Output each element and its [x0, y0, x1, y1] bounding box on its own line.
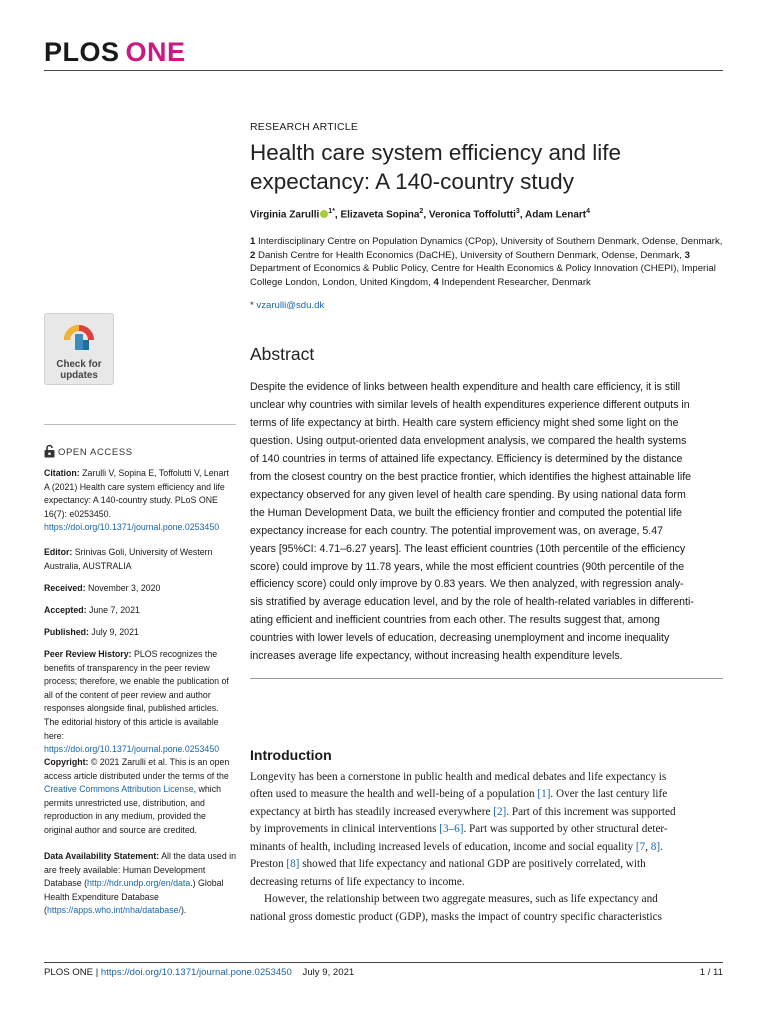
abstract-line: expectancy increase for each country. The potential improvement was, on average, 5.47 — [250, 524, 663, 537]
data-text-3: ). — [180, 905, 187, 916]
published-date: July 9, 2021 — [91, 627, 139, 637]
author-4-affil: 4 — [586, 208, 591, 215]
abstract-line: of 140 countries in terms of attained life expectancy. Efficiency is determined by the distance — [250, 452, 683, 465]
peer-review-link[interactable]: https://doi.org/10.1371/journal.pone.0253450 — [44, 744, 220, 755]
intro-line: Preston [8] showed that life expectancy and national GDP are positively correlated, with — [250, 858, 646, 871]
peer-review-label: Peer Review History: — [44, 649, 132, 659]
citation-doi-link[interactable]: https://doi.org/10.1371/journal.pone.0253450 — [44, 522, 220, 533]
introduction-body — [250, 769, 724, 926]
page-footer — [44, 967, 723, 978]
abstract-line: increases average life expectancy, without increasing health expenditure levels. — [250, 650, 623, 663]
intro-line: often used to measure the health and well-being of a population [1]. Over the last century life — [250, 788, 668, 801]
author-2[interactable]: Elizaveta Sopina — [340, 209, 420, 221]
open-lock-icon — [44, 444, 55, 458]
citation-ref[interactable]: [2] — [493, 805, 507, 818]
published-block — [44, 626, 236, 640]
affil-4-num: 4 — [433, 276, 439, 288]
abstract-line: unclear why countries with similar levels of health expenditures experience different outputs in — [250, 398, 690, 411]
affiliations — [250, 235, 724, 289]
citation-ref[interactable]: [7 — [635, 840, 646, 853]
corresponding-star: * — [332, 208, 335, 215]
author-list: Virginia Zarulli $^{1*}$, Elizaveta Sopina$^2$, Veronica Toffolutti$^3$, Adam Lenart$^4$ — [250, 208, 591, 221]
affil-2-num: 2 — [250, 249, 256, 261]
affil-2-text: Danish Centre for Health Economics (DaCHE), University of Southern Denmark, Odense, Denmark, — [258, 249, 682, 261]
affil-1-text: Interdisciplinary Centre on Population Dynamics (CPop), University of Southern Denmark, Odense, Denmark, — [258, 236, 723, 247]
editor-label: Editor: — [44, 547, 73, 557]
affil-3-num: 3 — [684, 249, 690, 261]
affil-1-num: 1 — [250, 236, 256, 247]
received-label: Received: — [44, 583, 86, 593]
journal-logo[interactable] — [44, 37, 186, 68]
logo-plos: PLOS — [44, 37, 120, 67]
abstract-line: Despite the evidence of links between health expenditure and health care efficiency, it is still — [250, 381, 681, 393]
accepted-date: June 7, 2021 — [88, 605, 140, 615]
abstract-line: terms of life expectancy at birth. Health care system efficiency might shed some light on the — [250, 416, 679, 429]
data-text-1: All the data used in are freely available: Human Development Database ( — [44, 851, 237, 889]
received-date: November 3, 2020 — [88, 583, 161, 593]
author-3-affil: 3 — [515, 208, 520, 215]
abstract-line: years [95%CI: 4.71–6.27 years]. The least efficient countries (10th percentile of the efficiency — [250, 542, 686, 555]
copyright-block — [44, 756, 236, 838]
citation-block — [44, 467, 236, 535]
page-number: 1 / 11 — [699, 967, 723, 978]
open-access-badge — [44, 444, 133, 458]
author-3[interactable]: Veronica Toffolutti — [428, 209, 516, 221]
editor-block — [44, 546, 236, 573]
abstract-line: ating efficient and inefficient countries from each other. The results suggest that, among — [250, 614, 660, 627]
sidebar-divider — [44, 424, 236, 425]
abstract-line: countries with lower levels of education, decreasing unemployment and income inequality — [250, 632, 670, 645]
abstract-line: from the closest country on the best practice frontier, which identifies the highest attainable life — [250, 470, 692, 483]
copyright-text-2: , which permits unrestricted use, distribution, and reproduction in any medium, provided the original author and source are credited. — [44, 784, 222, 835]
abstract-line: efficiency score) could only improve by 0.83 years. We then analyzed, with regression analy- — [250, 578, 684, 591]
abstract-body — [250, 379, 724, 666]
citation-text: Zarulli V, Sopina E, Toffolutti V, Lenart A (2021) Health care system efficiency and life expectancy: A 140-country study. PLoS ONE 16(7): e0253450. — [44, 468, 229, 519]
accepted-label: Accepted: — [44, 605, 87, 615]
check-for-updates-button[interactable] — [44, 313, 114, 385]
article-title — [250, 138, 724, 196]
peer-review-block — [44, 648, 236, 757]
crossmark-icon — [61, 318, 97, 354]
header-divider — [44, 70, 723, 71]
logo-one: ONE — [125, 37, 186, 67]
footer-date: July 9, 2021 — [302, 967, 355, 978]
corresponding-email[interactable]: * vzarulli@sdu.dk — [250, 300, 325, 311]
abstract-line: score) could improve by 11.78 years, while the most efficient countries (90th percentile of the — [250, 560, 685, 573]
abstract-line: sis stratified by average education level, and by the role of health-related variables in differenti- — [250, 596, 694, 609]
email-link[interactable]: vzarulli@sdu.dk — [256, 300, 325, 311]
accepted-block — [44, 604, 236, 618]
open-access-label: OPEN ACCESS — [58, 447, 133, 458]
affil-4-text: Independent Researcher, Denmark — [441, 276, 591, 288]
citation-ref[interactable]: [8] — [286, 858, 300, 871]
editor-text: Srinivas Goli, University of Western Australia, AUSTRALIA — [44, 547, 213, 571]
citation-ref[interactable]: [3–6] — [439, 823, 464, 836]
hdr-data-link[interactable]: http://hdr.undp.org/en/data — [87, 878, 191, 889]
footer-divider — [44, 962, 723, 963]
copyright-text-1: © 2021 Zarulli et al. This is an open access article distributed under the terms of the — [44, 757, 230, 781]
abstract-line: expectancy observed for any given level of health care spending. By using national data form — [250, 488, 686, 501]
footer-separator: | — [93, 967, 101, 978]
intro-line: decreasing returns of life expectancy to income. — [250, 875, 465, 888]
author-4[interactable]: Adam Lenart — [525, 209, 587, 221]
data-text-2: .) Global Health Expenditure Database ( — [44, 878, 224, 916]
intro-line: Longevity has been a cornerstone in public health and medical debates and life expectancy is — [250, 771, 667, 783]
title-line-2: expectancy: A 140-country study — [250, 169, 574, 194]
published-label: Published: — [44, 627, 89, 637]
abstract-heading: Abstract — [250, 344, 315, 364]
intro-line: national gross domestic product (GDP), masks the impact of country specific characteristics — [250, 910, 662, 923]
data-availability-block — [44, 850, 236, 918]
data-availability-label: Data Availability Statement: — [44, 851, 160, 861]
author-1[interactable]: Virginia Zarulli — [250, 209, 320, 221]
abstract-line: question. Using output-oriented data envelopment analysis, we compared the health systems — [250, 434, 687, 447]
peer-review-text: PLOS recognizes the benefits of transparency in the peer review process; therefore, we enable the publication of all of the content of peer review and author responses alongside final, published articles. The editorial history of this article is available here: — [44, 649, 229, 741]
check-updates-line-1: Check for — [56, 359, 102, 370]
footer-doi-link[interactable]: https://doi.org/10.1371/journal.pone.0253450 — [100, 967, 292, 978]
title-line-1: Health care system efficiency and life — [250, 140, 622, 165]
citation-ref[interactable]: [1] — [537, 788, 551, 801]
introduction-heading: Introduction — [250, 747, 332, 763]
abstract-divider — [250, 678, 723, 679]
citation-ref[interactable]: 8] — [650, 840, 661, 853]
who-data-link[interactable]: https://apps.who.int/nha/database/ — [46, 905, 181, 916]
cc-license-link[interactable]: Creative Commons Attribution License — [44, 784, 194, 795]
received-block — [44, 582, 236, 596]
intro-line: expectancy at birth has steadily increased everywhere [2]. Part of this increment was supported — [250, 805, 676, 818]
author-2-affil: 2 — [419, 208, 424, 215]
abstract-line: the Human Development Data, we built the efficiency frontier and computed the potential life — [250, 506, 683, 519]
author-1-affil: 1 — [328, 208, 333, 215]
intro-line: by improvements in clinical interventions [3–6]. Part was supported by other structural deter- — [250, 823, 668, 836]
footer-journal: PLOS ONE — [44, 967, 94, 978]
affil-3-text: Department of Economics & Public Policy, Centre for Health Economics & Policy Innovation (CHEPI), Imperial College London, London, United Kingdom, — [250, 263, 716, 288]
citation-label: Citation: — [44, 468, 80, 478]
check-updates-line-2: updates — [60, 370, 98, 381]
article-type: RESEARCH ARTICLE — [250, 121, 359, 133]
copyright-label: Copyright: — [44, 757, 89, 767]
intro-line: However, the relationship between two aggregate measures, such as life expectancy and — [264, 893, 658, 906]
intro-line: minants of health, including increased levels of education, income and social equality [7, 8]. — [250, 840, 663, 853]
